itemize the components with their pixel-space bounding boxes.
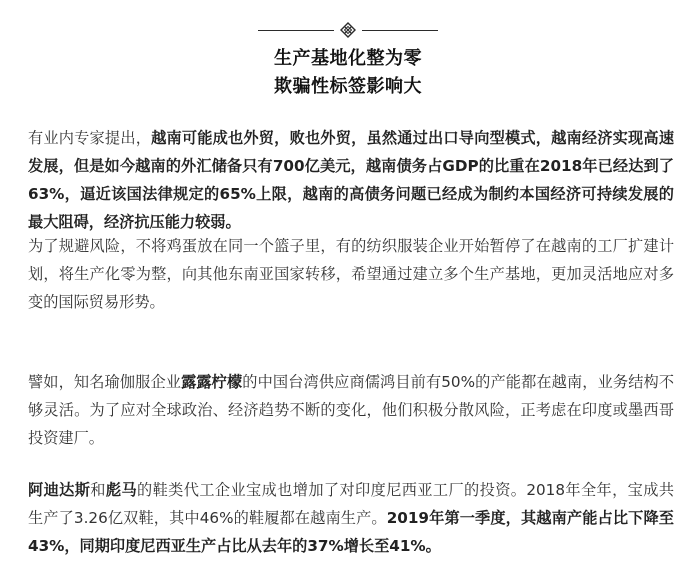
paragraph-1 xyxy=(28,124,674,236)
paragraph-4-bold-conclusion: 2019年第一季度，其越南产能占比下降至43%，同期印度尼西亚生产占比从去年的37%增长至41%。 xyxy=(28,509,674,555)
paragraph-4-text: 的鞋类代工企业宝成也增加了对印度尼西亚工厂的投资。2018年全年，宝成共生产了3.26亿双鞋，其中46%的鞋履都在越南生产。 xyxy=(28,481,675,527)
paragraph-4 xyxy=(28,476,674,560)
paragraph-1-bold: 越南可能成也外贸，败也外贸，虽然通过出口导向型模式，越南经济实现高速发展，但是如今越南的外汇储备只有700亿美元，越南债务占GDP的比重在2018年已经达到了63%，逼近该国法律规定的65%上限，越南的高债务问题已经成为制约本国经济可持续发展的最大阻碍，经济抗压能力较弱。 xyxy=(28,129,675,231)
divider-line-right xyxy=(362,30,438,31)
paragraph-3-bold-brand: 露露柠檬 xyxy=(181,373,243,391)
paragraph-1-text: 有业内专家提出， xyxy=(28,129,152,147)
paragraph-3 xyxy=(28,368,674,452)
paragraph-4-bold-brand-1: 阿迪达斯 xyxy=(28,481,91,499)
paragraph-4-text-and: 和 xyxy=(90,481,106,499)
paragraph-3-text-a: 譬如，知名瑜伽服企业 xyxy=(28,373,182,391)
paragraph-2-text: 为了规避风险，不将鸡蛋放在同一个篮子里，有的纺织服装企业开始暂停了在越南的工厂扩建计划，将生产化零为整，向其他东南亚国家转移，希望通过建立多个生产基地，更加灵活地应对多变的国际贸易形势。 xyxy=(28,237,674,311)
paragraph-3-text-b: 的中国台湾供应商儒鸿目前有50%的产能都在越南，业务结构不够灵活。为了应对全球政治、经济趋势不断的变化，他们积极分散风险，正考虑在印度或墨西哥投资建厂。 xyxy=(28,373,675,447)
paragraph-4-bold-brand-2: 彪马 xyxy=(105,481,138,499)
diamond-knot-icon xyxy=(340,22,356,38)
paragraph-2 xyxy=(28,232,674,316)
title-divider xyxy=(0,22,696,38)
section-title-line-2: 欺骗性标签影响大 xyxy=(274,76,422,97)
divider-line-left xyxy=(258,30,334,31)
section-title-line-1: 生产基地化整为零 xyxy=(274,48,422,69)
